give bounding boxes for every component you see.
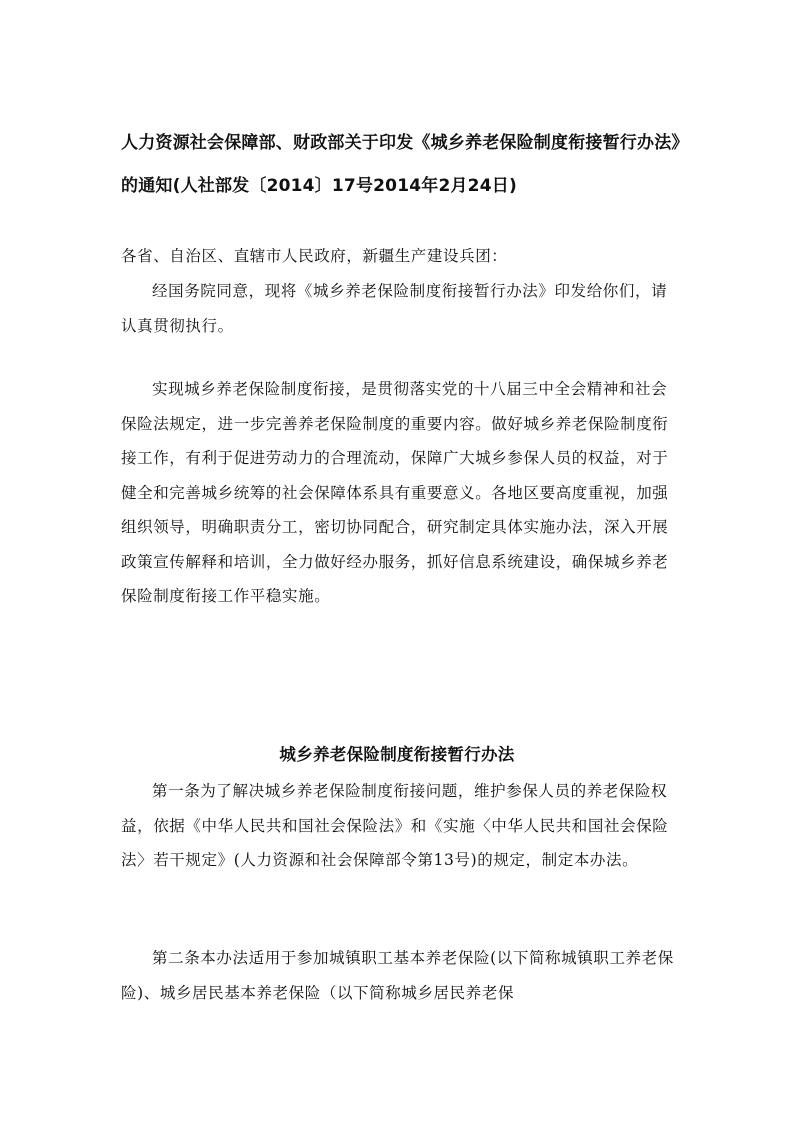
salutation: 各省、自治区、直辖市人民政府，新疆生产建设兵团：	[121, 247, 508, 265]
paragraph-significance: 实现城乡养老保险制度衔接，是贯彻落实党的十八届三中全会精神和社会保险法规定，进一步完善养老保险制度的重要内容。做好城乡养老保险制度衔接工作，有利于促进劳动力的合理流动，保障广大城乡参保人员的权益，对于健全和完善城乡统筹的社会保障体系具有重要意义。各地区要高度重视，加强组织领导，明确职责分工，密切协同配合，研究制定具体实施办法，深入开展政策宣传解释和培训，全力做好经办服务，抓好信息系统建设，确保城乡养老保险制度衔接工作平稳实施。	[121, 380, 669, 605]
document-title: 人力资源社会保障部、财政部关于印发《城乡养老保险制度衔接暂行办法》的通知(人社部发〔2014〕17号2014年2月24日)	[121, 133, 681, 196]
article-1: 第一条为了解决城乡养老保险制度衔接问题，维护参保人员的养老保险权益，依据《中华人民共和国社会保险法》和《实施〈中华人民共和国社会保险法〉若干规定》(人力资源和社会保障部令第13号)的规定，制定本办法。	[121, 782, 669, 869]
article-2: 第二条本办法适用于参加城镇职工基本养老保险(以下简称城镇职工养老保险)、城乡居民基本养老保险（以下简称城乡居民养老保	[121, 949, 674, 1002]
paragraph-approval: 经国务院同意，现将《城乡养老保险制度衔接暂行办法》印发给你们，请认真贯彻执行。	[121, 282, 668, 335]
section-heading: 城乡养老保险制度衔接暂行办法	[279, 745, 515, 764]
